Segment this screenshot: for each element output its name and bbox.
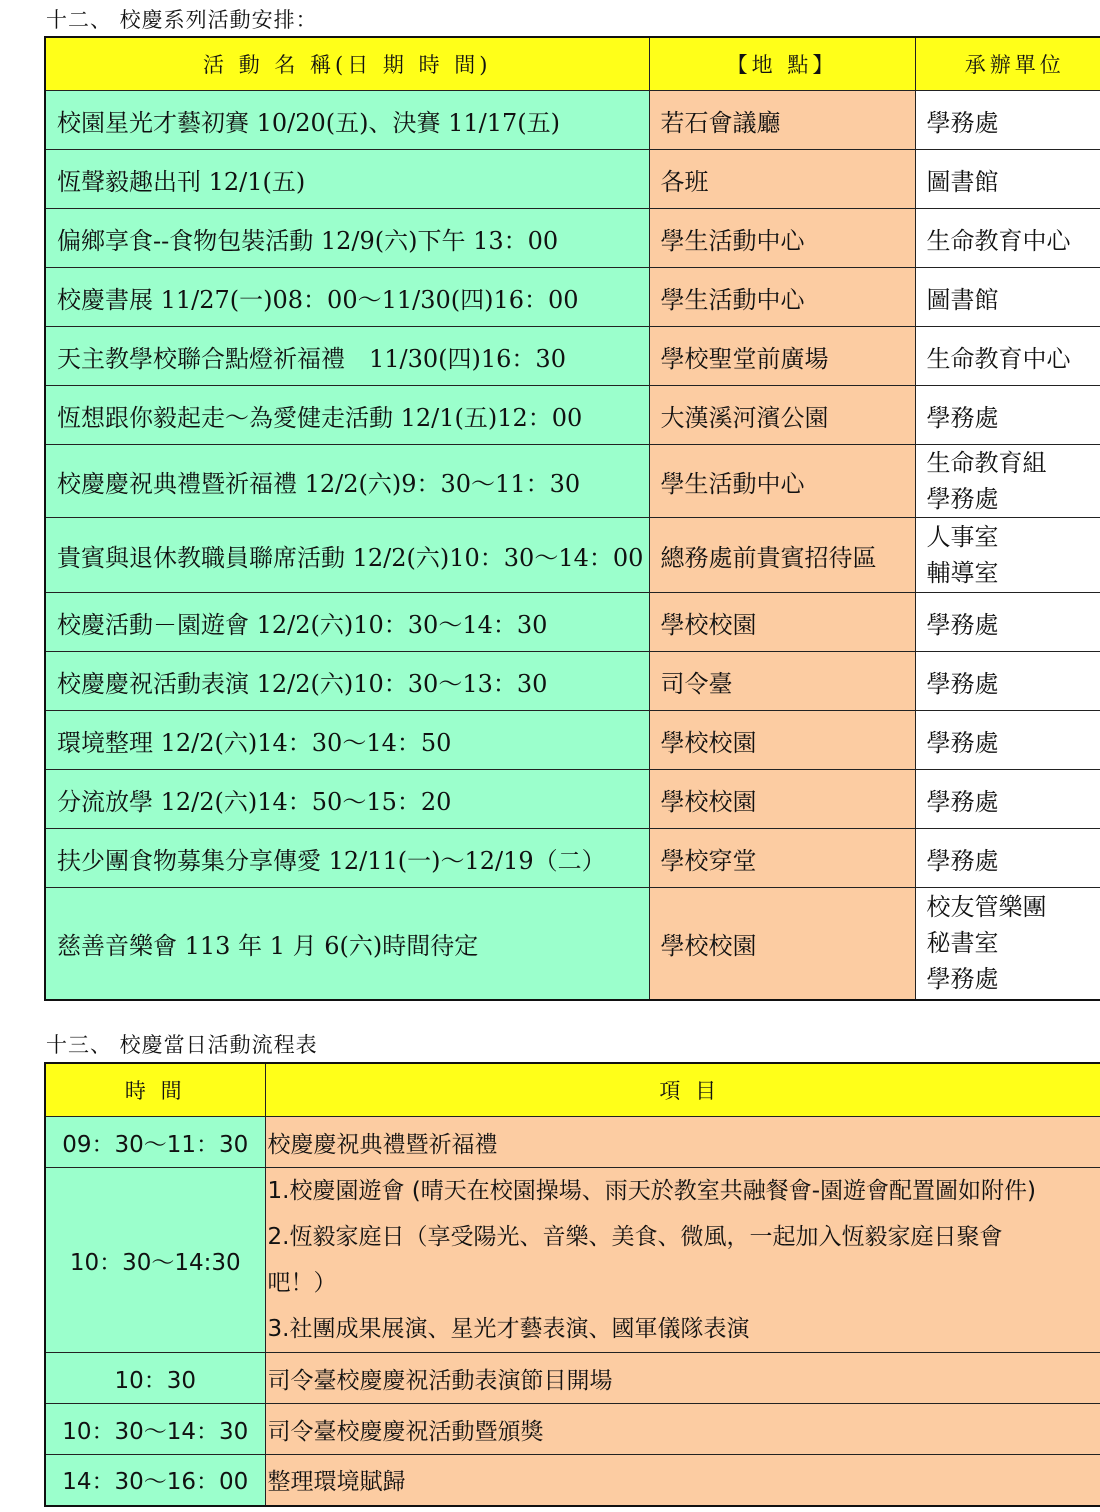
table-row [45,829,1100,888]
table-row [45,1455,1100,1506]
header-unit: 承辦單位 [915,37,1100,91]
item-line: 1.校慶園遊會 (晴天在校園操場、雨天於教室共融餐會-園遊會配置圖如附件) [267,1178,1037,1204]
unit-line: 學務處 [926,485,999,513]
unit-cell: 圖書館 [915,268,1100,327]
header-item: 項 目 [265,1063,1100,1117]
activity-cell: 校慶慶祝活動表演 12/2(六)10：30～13：30 [45,652,649,711]
location-cell: 學生活動中心 [649,445,915,518]
unit-line: 秘書室 [926,929,999,958]
table-header-row [45,37,1100,91]
table-row [45,652,1100,711]
table-row [45,1168,1100,1353]
unit-line: 輔導室 [926,559,999,587]
activity-cell: 天主教學校聯合點燈祈福禮 11/30(四)16：30 [45,327,649,386]
unit-line: 人事室 [926,523,999,551]
item-cell: 司令臺校慶慶祝活動表演節目開場 [265,1353,1100,1404]
location-cell: 學校聖堂前廣場 [649,327,915,386]
table-row [45,1117,1100,1168]
activity-cell: 扶少團食物募集分享傳愛 12/11(一)～12/19（二） [45,829,649,888]
header-time: 時 間 [45,1063,265,1117]
item-line: 吧！） [267,1270,337,1296]
table-row [45,327,1100,386]
location-cell: 學校校園 [649,770,915,829]
unit-cell: 學務處 [915,770,1100,829]
activity-cell: 慈善音樂會 113 年 1 月 6(六)時間待定 [45,888,649,1000]
activity-cell: 恆聲毅趣出刊 12/1(五) [45,150,649,209]
location-cell: 學校校園 [649,888,915,1000]
location-cell: 大漢溪河濱公園 [649,386,915,445]
location-cell: 學生活動中心 [649,268,915,327]
table-row [45,209,1100,268]
table-row [45,770,1100,829]
unit-cell: 生命教育中心 [915,327,1100,386]
location-cell: 學校校園 [649,593,915,652]
header-activity: 活 動 名 稱(日 期 時 間) [45,37,649,91]
activity-cell: 分流放學 12/2(六)14：50～15：20 [45,770,649,829]
table-row [45,711,1100,770]
table-row [45,386,1100,445]
unit-line: 生命教育組 [926,449,1047,477]
table-row [45,268,1100,327]
time-cell: 10：30～14：30 [45,1404,265,1455]
item-line: 2.恆毅家庭日（享受陽光、音樂、美食、微風，一起加入恆毅家庭日聚會 [267,1224,1003,1250]
activity-cell: 偏鄉享食--食物包裝活動 12/9(六)下午 13：00 [45,209,649,268]
location-cell: 總務處前貴賓招待區 [649,518,915,593]
unit-cell: 學務處 [915,386,1100,445]
table-row [45,445,1100,518]
activity-cell: 校園星光才藝初賽 10/20(五)、決賽 11/17(五) [45,91,649,150]
unit-line: 校友管樂團 [926,893,1047,922]
location-cell: 學校穿堂 [649,829,915,888]
day-schedule-table [44,1062,1100,1507]
section-12-heading: 十二、 校慶系列活動安排： [46,8,318,32]
activity-cell: 恆想跟你毅起走～為愛健走活動 12/1(五)12：00 [45,386,649,445]
table-header-row [45,1063,1100,1117]
location-cell: 各班 [649,150,915,209]
unit-cell: 學務處 [915,711,1100,770]
table-row [45,888,1100,1000]
table-row [45,518,1100,593]
activity-schedule-table [44,36,1100,1001]
unit-cell [915,445,1100,518]
table-row [45,1353,1100,1404]
section-13-heading: 十三、 校慶當日活動流程表 [46,1033,318,1057]
unit-cell: 學務處 [915,593,1100,652]
item-cell [265,1168,1100,1353]
table-row [45,91,1100,150]
activity-cell: 校慶書展 11/27(一)08：00～11/30(四)16：00 [45,268,649,327]
unit-cell: 學務處 [915,652,1100,711]
unit-cell: 圖書館 [915,150,1100,209]
header-location: 【地 點】 [649,37,915,91]
unit-cell [915,518,1100,593]
item-line: 3.社團成果展演、星光才藝表演、國軍儀隊表演 [267,1316,750,1342]
location-cell: 學校校園 [649,711,915,770]
item-cell: 校慶慶祝典禮暨祈福禮 [265,1117,1100,1168]
unit-cell [915,888,1100,1000]
table-row [45,593,1100,652]
unit-cell: 學務處 [915,829,1100,888]
unit-line: 學務處 [926,965,999,994]
item-cell: 司令臺校慶慶祝活動暨頒獎 [265,1404,1100,1455]
time-cell: 09：30～11：30 [45,1117,265,1168]
activity-cell: 校慶慶祝典禮暨祈福禮 12/2(六)9：30～11：30 [45,445,649,518]
unit-cell: 生命教育中心 [915,209,1100,268]
table-row [45,150,1100,209]
location-cell: 司令臺 [649,652,915,711]
location-cell: 若石會議廳 [649,91,915,150]
activity-cell: 貴賓與退休教職員聯席活動 12/2(六)10：30～14：00 [45,518,649,593]
time-cell: 10：30 [45,1353,265,1404]
table-row [45,1404,1100,1455]
item-cell: 整理環境賦歸 [265,1455,1100,1506]
unit-cell: 學務處 [915,91,1100,150]
time-cell: 10：30～14:30 [45,1168,265,1353]
activity-cell: 校慶活動－園遊會 12/2(六)10：30～14：30 [45,593,649,652]
location-cell: 學生活動中心 [649,209,915,268]
time-cell: 14：30～16：00 [45,1455,265,1506]
activity-cell: 環境整理 12/2(六)14：30～14：50 [45,711,649,770]
